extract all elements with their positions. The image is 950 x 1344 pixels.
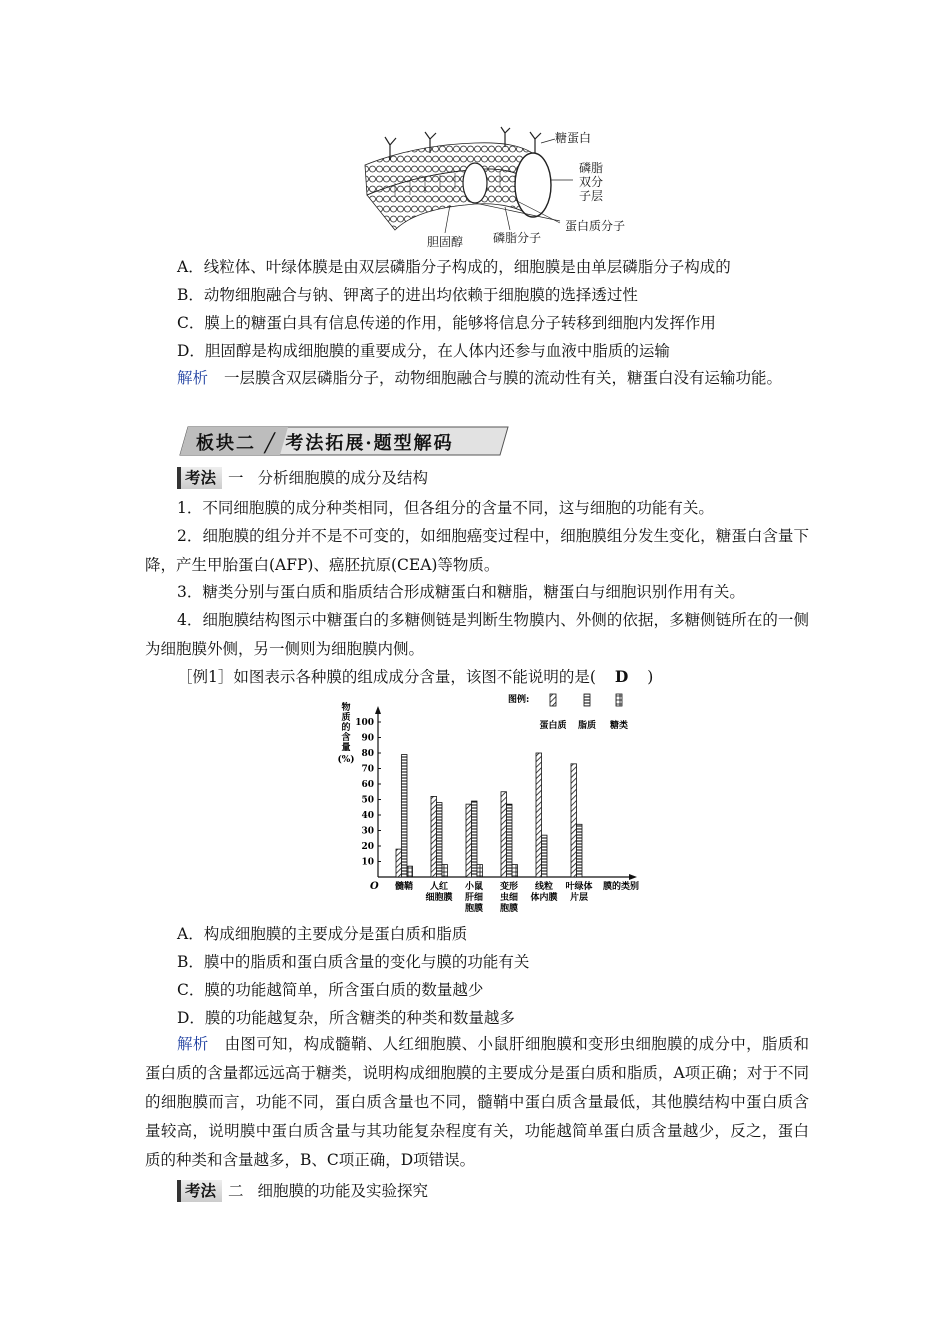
- y-axis-label-char: 质: [341, 713, 351, 723]
- bar-脂质-人红细胞膜: [437, 803, 443, 877]
- y-tick-label: 60: [361, 780, 374, 790]
- bar-糖类-人红细胞膜: [442, 865, 448, 877]
- analysis-1: [145, 364, 809, 393]
- q2-option-b: B．膜中的脂质和蛋白质含量的变化与膜的功能有关: [177, 953, 530, 971]
- bar-脂质-叶绿体片层: [577, 824, 583, 877]
- label-protein-molecule: 蛋白质分子: [565, 219, 626, 233]
- y-tick-label: 50: [361, 795, 374, 806]
- label-cholesterol: 胆固醇: [427, 235, 464, 249]
- x-tick-label: 细胞膜: [425, 893, 453, 903]
- banner-title: 板块二 ╱ 考法拓展·题型解码: [196, 433, 454, 454]
- q1-option-c: C．膜上的糖蛋白具有信息传递的作用，能够将信息分子转移到细胞内发挥作用: [177, 314, 716, 332]
- x-axis-label: 膜的类别: [603, 882, 640, 892]
- q2-option-a: A．构成细胞膜的主要成分是蛋白质和脂质: [177, 925, 468, 943]
- kaofa-tag-2: 考法: [177, 1180, 222, 1202]
- legend-swatch-糖类: [616, 694, 622, 706]
- label-glycoprotein: 糖蛋白: [555, 131, 592, 145]
- q1-option-d: D．胆固醇是构成细胞膜的重要成分，在人体内还参与血液中脂质的运输: [177, 342, 670, 360]
- bar-脂质-髓鞘: [402, 755, 408, 877]
- analysis-2: [145, 1030, 809, 1175]
- bar-脂质-线粒体内膜: [542, 835, 548, 877]
- x-axis-arrow: [629, 874, 637, 880]
- y-axis-label-char: 量: [341, 743, 351, 753]
- kaofa-number-2: 二: [228, 1182, 244, 1200]
- legend-label-脂质: 脂质: [577, 721, 597, 731]
- x-tick-label: 小鼠: [464, 882, 484, 892]
- example-1-text: ［例1］如图表示各种膜的组成成分含量，该图不能说明的是(: [177, 668, 596, 686]
- kaofa-title: 分析细胞膜的成分及结构: [257, 469, 429, 487]
- x-tick-label: 虫细: [499, 893, 519, 903]
- q1-option-a: A．线粒体、叶绿体膜是由双层磷脂分子构成的，细胞膜是由单层磷脂分子构成的: [177, 258, 731, 276]
- example-1: [177, 666, 653, 688]
- y-tick-label: 40: [361, 811, 374, 821]
- y-axis-label-char: 的: [341, 723, 351, 733]
- y-tick-label: 20: [361, 842, 374, 852]
- x-tick-label: 线粒: [534, 882, 554, 892]
- label-phospholipid-molecule: 磷脂分子: [493, 231, 542, 245]
- analysis-keyword-2: 解析: [177, 1035, 209, 1053]
- bar-蛋白质-叶绿体片层: [571, 764, 577, 877]
- y-tick-label: 90: [361, 733, 374, 744]
- legend-label-糖类: 糖类: [609, 721, 629, 731]
- chart-svg: [330, 690, 690, 920]
- membrane-figure: [355, 125, 645, 250]
- x-tick-label: 人红: [429, 882, 449, 892]
- point-4: 4．细胞膜结构图示中糖蛋白的多糖侧链是判断生物膜内、外侧的依据，多糖侧链所在的一侧为细胞膜外侧，另一侧则为细胞膜内侧。: [145, 611, 809, 658]
- y-tick-label: 10: [361, 857, 374, 868]
- kaofa-1-heading: [177, 467, 428, 489]
- x-tick-label: 片层: [569, 893, 589, 903]
- q2-option-d: D．膜的功能越复杂，所含糖类的种类和数量越多: [177, 1009, 515, 1027]
- y-tick-label: 70: [361, 764, 374, 775]
- x-tick-label: 变形: [499, 882, 519, 892]
- section-banner: [178, 425, 518, 457]
- x-tick-label: 胞膜: [464, 904, 484, 914]
- x-tick-label: 胞膜: [499, 904, 519, 914]
- kaofa-title-2: 细胞膜的功能及实验探究: [257, 1182, 429, 1200]
- kaofa-2-heading: [177, 1180, 428, 1202]
- kaofa-tag: 考法: [177, 467, 222, 489]
- x-tick-label: 体内膜: [530, 893, 558, 903]
- y-tick-label: 80: [361, 749, 374, 759]
- y-axis-label-char: 含: [341, 733, 351, 743]
- bar-蛋白质-变形虫细胞膜: [501, 792, 507, 877]
- y-axis-label-char: 物: [341, 703, 351, 713]
- legend-swatch-脂质: [584, 694, 590, 706]
- bar-蛋白质-小鼠肝细胞膜: [466, 804, 472, 877]
- label-phospholipid-bilayer: 磷脂双分子层: [579, 161, 604, 203]
- y-axis-label-unit: (%): [337, 755, 355, 765]
- point-3: 3．糖类分别与蛋白质和脂质结合形成糖蛋白和糖脂，糖蛋白与细胞识别作用有关。: [177, 583, 745, 601]
- origin-label: O: [370, 881, 379, 892]
- legend-label-蛋白质: 蛋白质: [539, 721, 567, 731]
- bar-蛋白质-人红细胞膜: [431, 796, 437, 877]
- bar-蛋白质-线粒体内膜: [536, 753, 542, 877]
- x-tick-label: 肝细: [464, 893, 484, 903]
- point-1: 1．不同细胞膜的成分种类相同，但各组分的含量不同，这与细胞的功能有关。: [177, 499, 714, 517]
- y-axis-arrow: [375, 706, 381, 714]
- legend-swatch-蛋白质: [550, 694, 556, 706]
- membrane-composition-chart: [330, 690, 690, 920]
- bar-糖类-小鼠肝细胞膜: [477, 865, 483, 877]
- y-tick-label: 100: [355, 718, 374, 728]
- bar-糖类-髓鞘: [407, 866, 413, 877]
- bar-蛋白质-髓鞘: [396, 849, 402, 877]
- legend-title: 图例:: [508, 695, 530, 705]
- bar-脂质-变形虫细胞膜: [507, 804, 513, 877]
- bar-脂质-小鼠肝细胞膜: [472, 801, 478, 877]
- analysis-1-text: 一层膜含双层磷脂分子，动物细胞融合与膜的流动性有关，糖蛋白没有运输功能。: [224, 369, 783, 387]
- example-1-close: ): [647, 668, 654, 686]
- analysis-keyword: 解析: [177, 369, 209, 387]
- y-tick-label: 30: [361, 826, 374, 837]
- x-tick-label: 髓鞘: [394, 882, 414, 892]
- analysis-2-text: 由图可知，构成髓鞘、人红细胞膜、小鼠肝细胞膜和变形虫细胞膜的成分中，脂质和蛋白质的含量都远远高于糖类，说明构成细胞膜的主要成分是蛋白质和脂质，A项正确；对于不同的细胞膜而言，功能不同，蛋白质含量也不同，髓鞘中蛋白质含量最低，其他膜结构中蛋白质含量较高，说明膜中蛋白质含量与其功能复杂程度有关，功能越简单蛋白质含量越少，反之，蛋白质的种类和含量越多，B、C项正确，D项错误。: [145, 1035, 809, 1169]
- point-2: 2．细胞膜的组分并不是不可变的，如细胞癌变过程中，细胞膜组分发生变化，糖蛋白含量下降，产生甲胎蛋白(AFP)、癌胚抗原(CEA)等物质。: [145, 527, 809, 574]
- kaofa-number: 一: [228, 469, 244, 487]
- q1-option-b: B．动物细胞融合与钠、钾离子的进出均依赖于细胞膜的选择透过性: [177, 286, 638, 304]
- q2-option-c: C．膜的功能越简单，所含蛋白质的数量越少: [177, 981, 484, 999]
- x-tick-label: 叶绿体: [565, 882, 593, 892]
- bar-糖类-变形虫细胞膜: [512, 865, 518, 877]
- example-1-answer: D: [614, 667, 629, 686]
